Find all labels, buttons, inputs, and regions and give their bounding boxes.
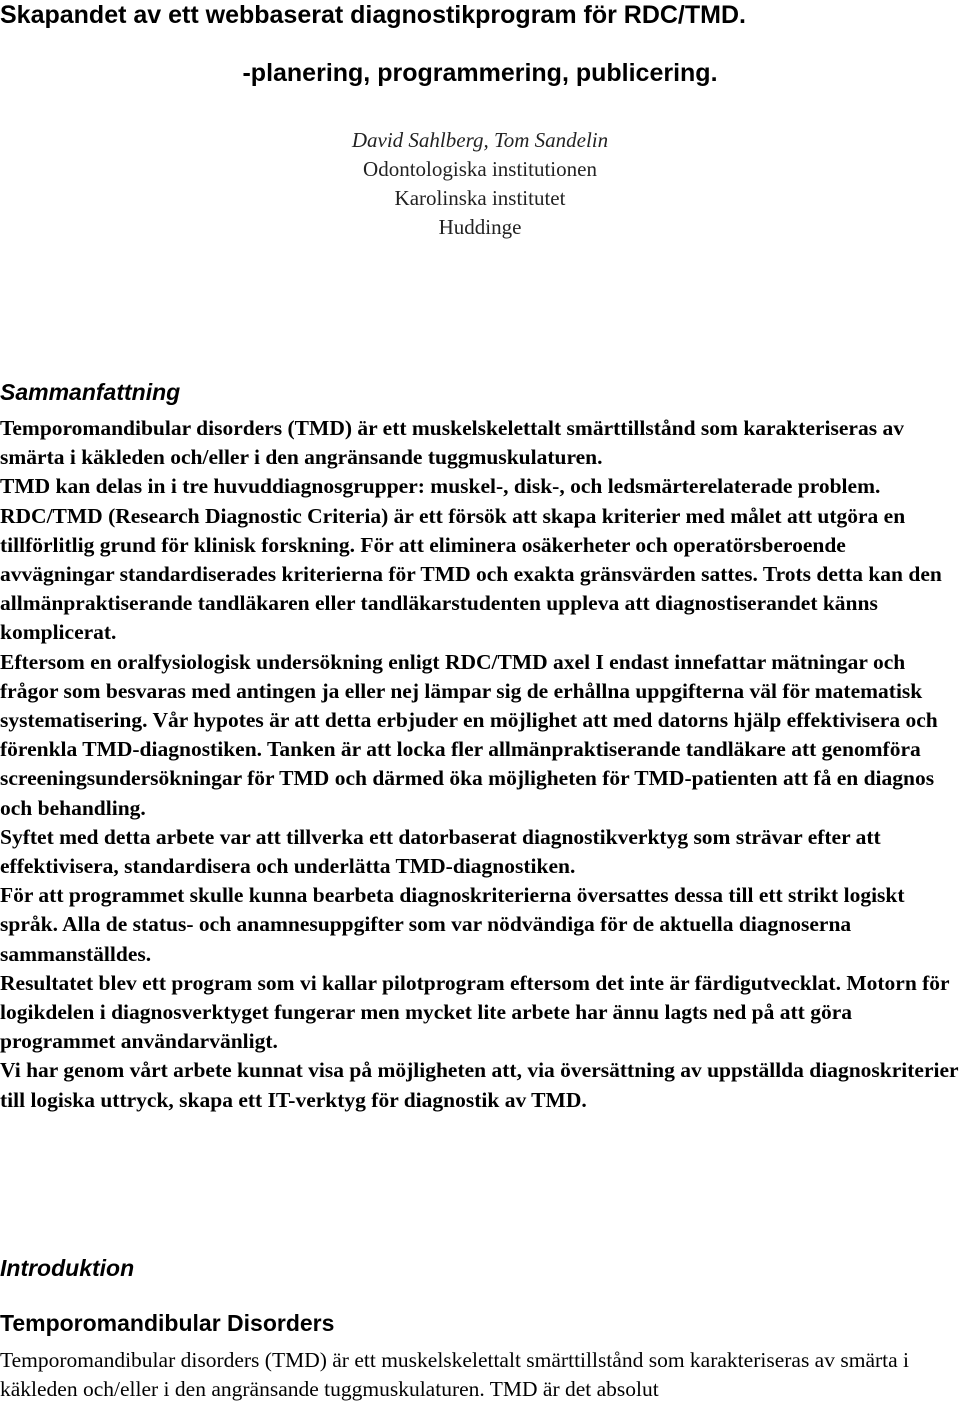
summary-paragraph: För att programmet skulle kunna bearbeta diagnoskriterierna översattes dessa till ett strikt logiskt språk. Alla de status- och anamnesuppgifter som var nödvändiga för de aktuella diagnoserna sammanställdes. xyxy=(0,883,905,966)
summary-paragraph: Temporomandibular disorders (TMD) är ett muskelskelettalt smärttillstånd som karakteriseras av smärta i käkleden och/eller i den angränsande tuggmuskulaturen. xyxy=(0,416,904,470)
summary-paragraph: Eftersom en oralfysiologisk undersökning enligt RDC/TMD axel I endast innefattar mätningar och frågor som besvaras med antingen ja eller nej lämpar sig de erhållna uppgifterna väl för matematisk systematisering. Vår hypotes är att detta erbjuder en möjlighet att med datorns hjälp effektivisera och förenkla TMD-diagnostiken. Tanken är att locka fler allmänpraktiserande tandläkare att genomföra screeningsundersökningar för TMD och därmed öka möjligheten för TMD-patienten att få en diagnos och behandling. xyxy=(0,649,938,820)
summary-paragraph: Vi har genom vårt arbete kunnat visa på möjligheten att, via översättning av uppställda diagnoskriterier till logiska uttryck, skapa ett IT-verktyg för diagnostik av TMD. xyxy=(0,1058,959,1112)
summary-paragraph: RDC/TMD (Research Diagnostic Criteria) är ett försök att skapa kriterier med målet att utgöra en tillförlitlig grund för klinisk forskning. För att eliminera osäkerheter och operatörsberoende avvägningar standardiserades kriterierna för TMD och exakta gränsvärden sattes. Trots detta kan den allmänpraktiserande tandläkaren eller tandläkarstudenten uppleva att diagnostiserandet känns komplicerat. xyxy=(0,503,942,645)
introduction-paragraph: Temporomandibular disorders (TMD) är ett muskelskelettalt smärttillstånd som karakteriseras av smärta i käkleden och/eller i den angränsande tuggmuskulaturen. TMD är det absolut xyxy=(0,1348,910,1401)
introduction-body xyxy=(0,1346,960,1403)
affiliation-institute: Karolinska institutet xyxy=(394,186,566,210)
summary-paragraph: Syftet med detta arbete var att tillverka ett datorbaserat diagnostikverktyg som strävar efter att effektivisera, standardisera och underlätta TMD-diagnostiken. xyxy=(0,824,881,879)
summary-paragraph: Resultatet blev ett program som vi kallar pilotprogram eftersom det inte är färdigutvecklat. Motorn för logikdelen i diagnosverktyget fungerar men mycket lite arbete har ännu lagts ned på att göra programmet användarvänligt. xyxy=(0,970,950,1054)
document-title-line1: Skapandet av ett webbaserat diagnostikprogram för RDC/TMD. xyxy=(0,1,746,29)
summary-paragraph: TMD kan delas in i tre huvuddiagnosgrupper: muskel-, disk-, och ledsmärterelaterade problem. xyxy=(0,474,881,499)
affiliation-department: Odontologiska institutionen xyxy=(363,157,597,181)
author-names: David Sahlberg, Tom Sandelin xyxy=(351,128,609,152)
introduction-subheading: Temporomandibular Disorders xyxy=(0,1310,335,1336)
introduction-heading: Introduktion xyxy=(0,1255,135,1281)
affiliation-location: Huddinge xyxy=(438,215,522,239)
summary-heading: Sammanfattning xyxy=(0,379,181,405)
author-block xyxy=(0,126,960,242)
summary-body xyxy=(0,414,960,1115)
document-title-line2: -planering, programmering, publicering. xyxy=(242,59,718,87)
